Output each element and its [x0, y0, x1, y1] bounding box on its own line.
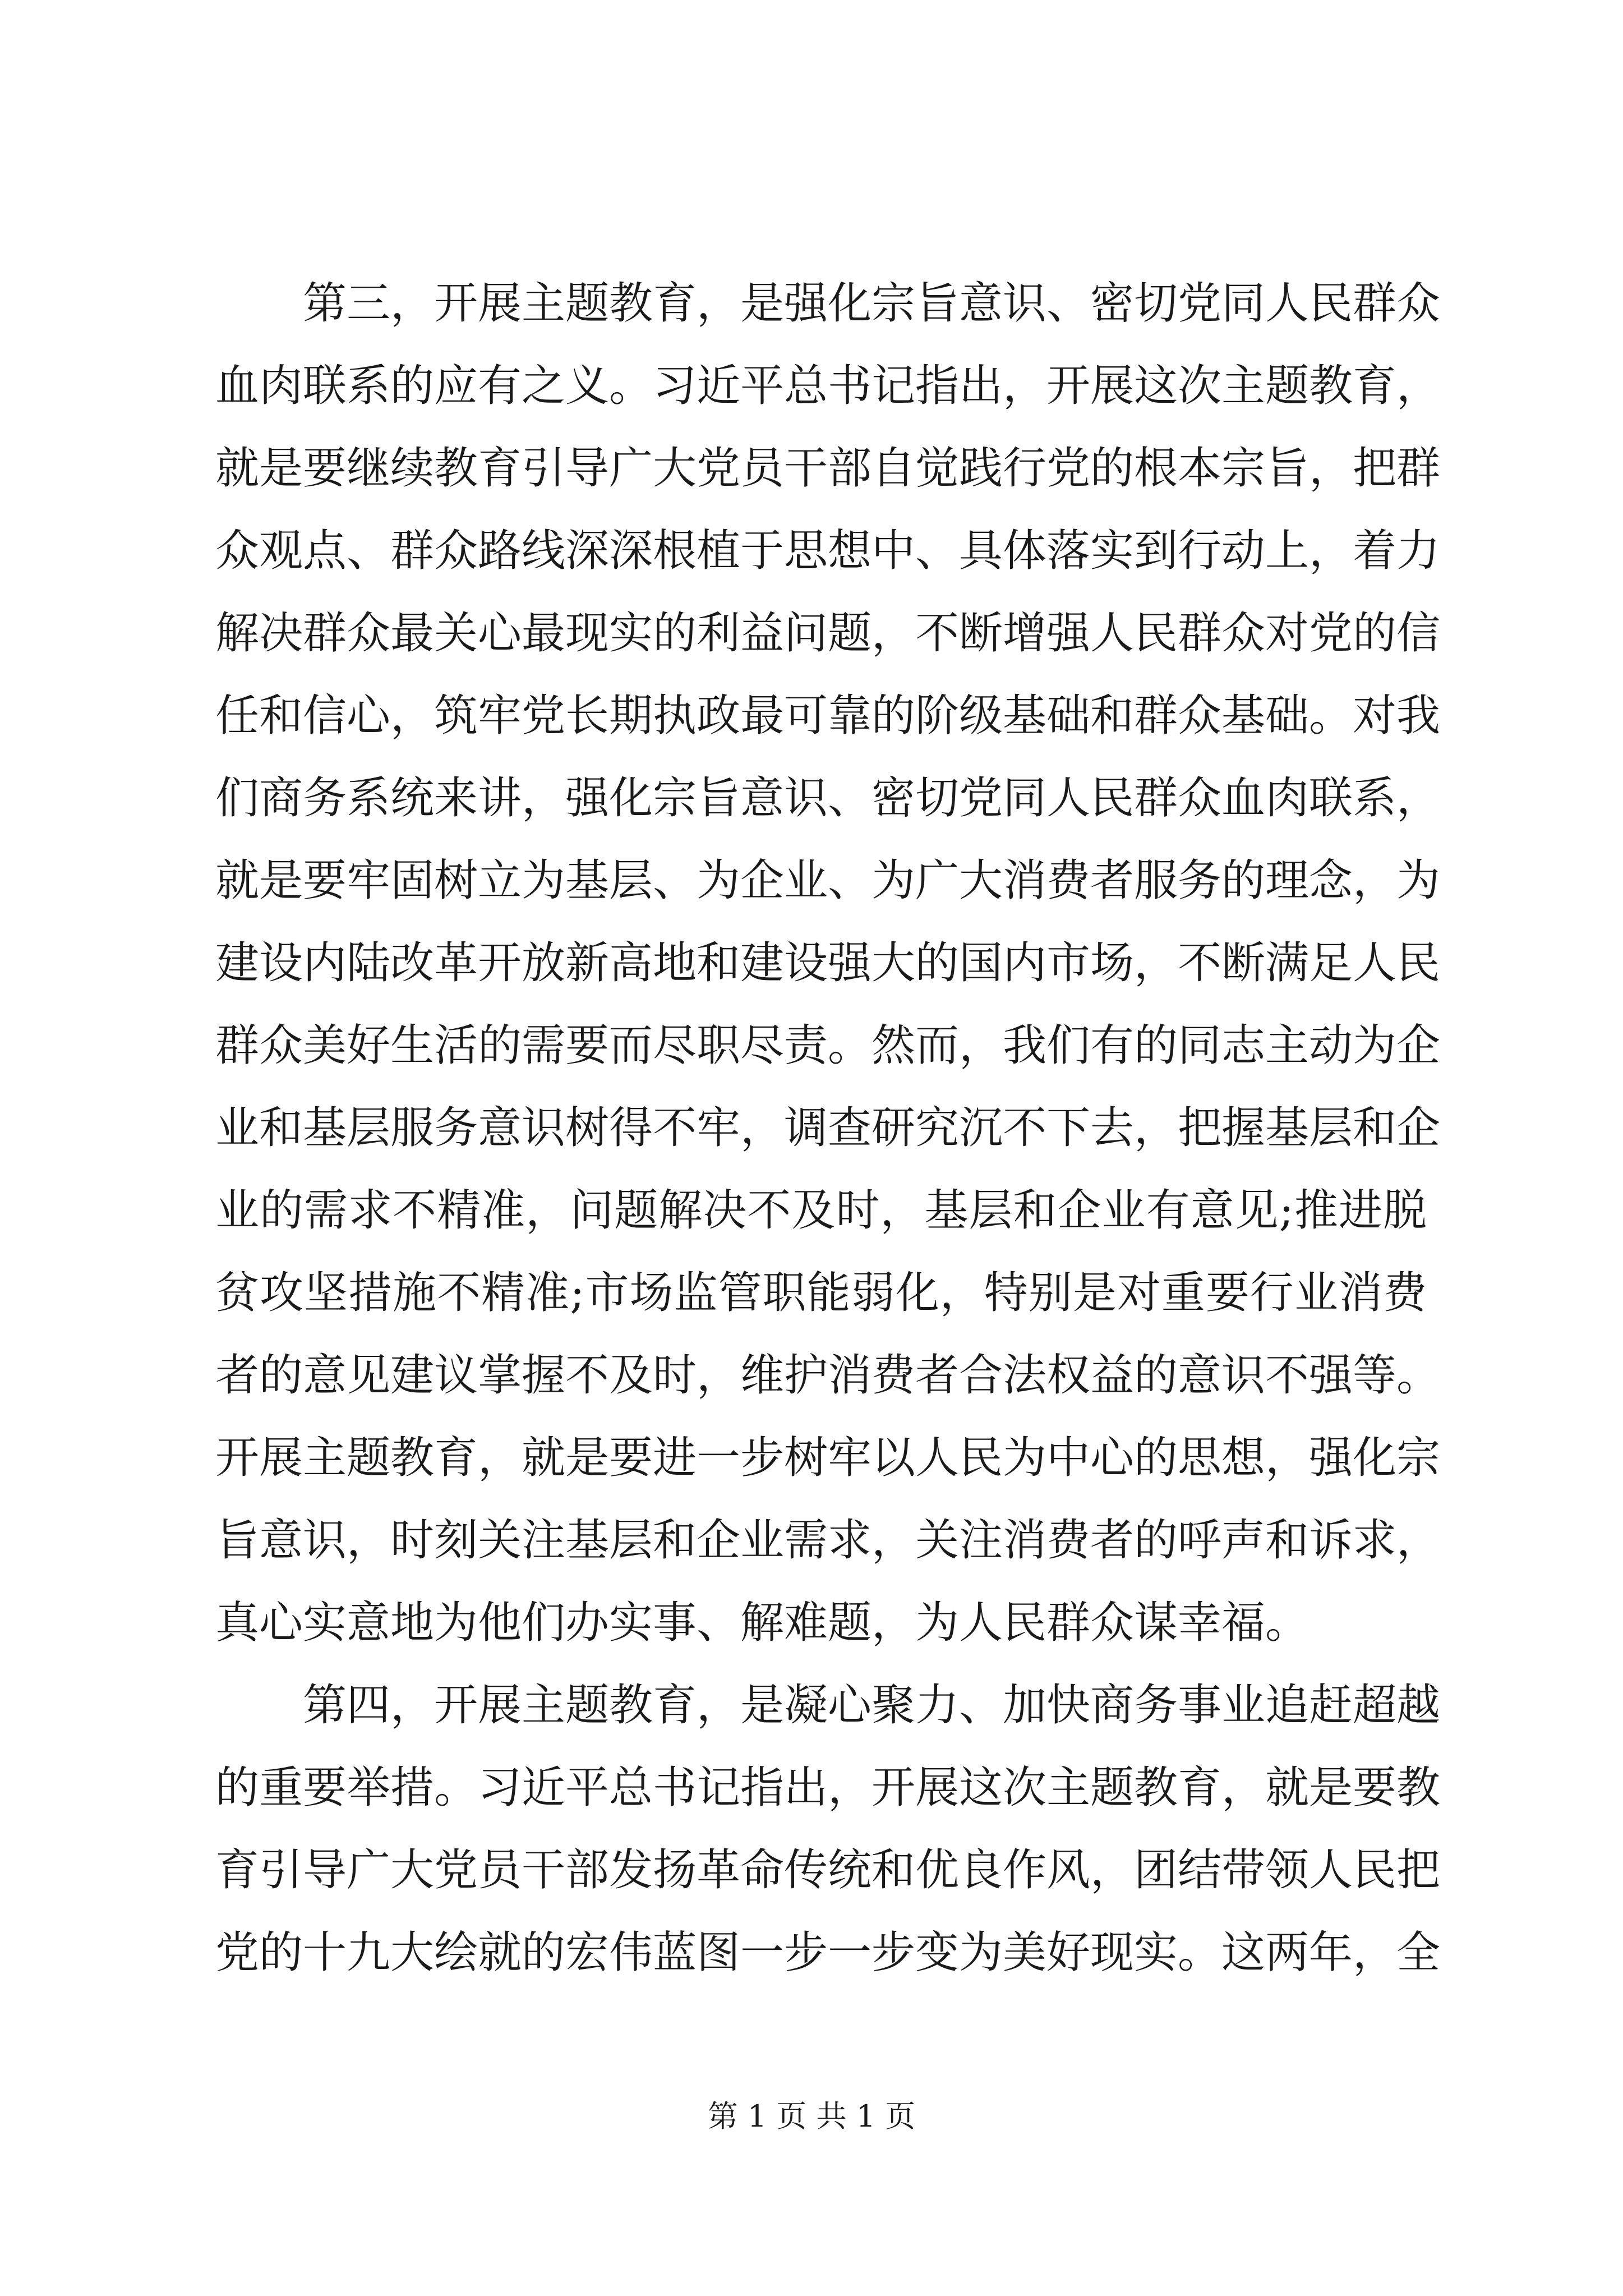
- text-line: 们商务系统来讲，强化宗旨意识、密切党同人民群众血肉联系，: [215, 773, 1441, 823]
- text-line: 众观点、群众路线深深根植于思想中、具体落实到行动上，着力: [215, 526, 1441, 576]
- text-line: 任和信心，筑牢党长期执政最可靠的阶级基础和群众基础。对我: [215, 691, 1441, 741]
- document-body: [215, 263, 1441, 1994]
- paragraph-third-point: [215, 263, 1441, 1664]
- text-line: 者的意见建议掌握不及时，维护消费者合法权益的意识不强等。: [215, 1350, 1441, 1401]
- text-line: 就是要继续教育引导广大党员干部自觉践行党的根本宗旨，把群: [215, 443, 1441, 494]
- paragraph-fourth-point: [215, 1664, 1441, 1994]
- text-line: 就是要牢固树立为基层、为企业、为广大消费者服务的理念，为: [215, 855, 1441, 906]
- text-line: 贫攻坚措施不精准;市场监管职能弱化，特别是对重要行业消费: [215, 1268, 1427, 1318]
- text-line: 建设内陆改革开放新高地和建设强大的国内市场，不断满足人民: [215, 938, 1441, 988]
- text-line: 育引导广大党员干部发扬革命传统和优良作风，团结带领人民把: [215, 1845, 1441, 1895]
- text-line: 第四，开展主题教育，是凝心聚力、加快商务事业追赶超越: [303, 1680, 1441, 1731]
- page-number-label: 第 1 页 共 1 页: [707, 2099, 916, 2134]
- text-line: 第三，开展主题教育，是强化宗旨意识、密切党同人民群众: [303, 278, 1441, 329]
- text-line: 旨意识，时刻关注基层和企业需求，关注消费者的呼声和诉求，: [215, 1515, 1441, 1566]
- text-line: 业和基层服务意识树得不牢，调查研究沉不下去，把握基层和企: [215, 1103, 1441, 1153]
- text-line: 党的十九大绘就的宏伟蓝图一步一步变为美好现实。这两年，全: [215, 1927, 1441, 1978]
- text-line: 解决群众最关心最现实的利益问题，不断增强人民群众对党的信: [215, 608, 1441, 659]
- text-line: 的重要举措。习近平总书记指出，开展这次主题教育，就是要教: [215, 1763, 1441, 1813]
- text-line: 真心实意地为他们办实事、解难题，为人民群众谋幸福。: [215, 1598, 1310, 1648]
- text-line: 开展主题教育，就是要进一步树牢以人民为中心的思想，强化宗: [215, 1433, 1441, 1483]
- page-footer: [0, 2097, 1623, 2136]
- text-line: 业的需求不精准，问题解决不及时，基层和企业有意见;推进脱: [215, 1185, 1427, 1236]
- text-line: 群众美好生活的需要而尽职尽责。然而，我们有的同志主动为企: [215, 1020, 1441, 1071]
- text-line: 血肉联系的应有之义。习近平总书记指出，开展这次主题教育，: [215, 361, 1441, 411]
